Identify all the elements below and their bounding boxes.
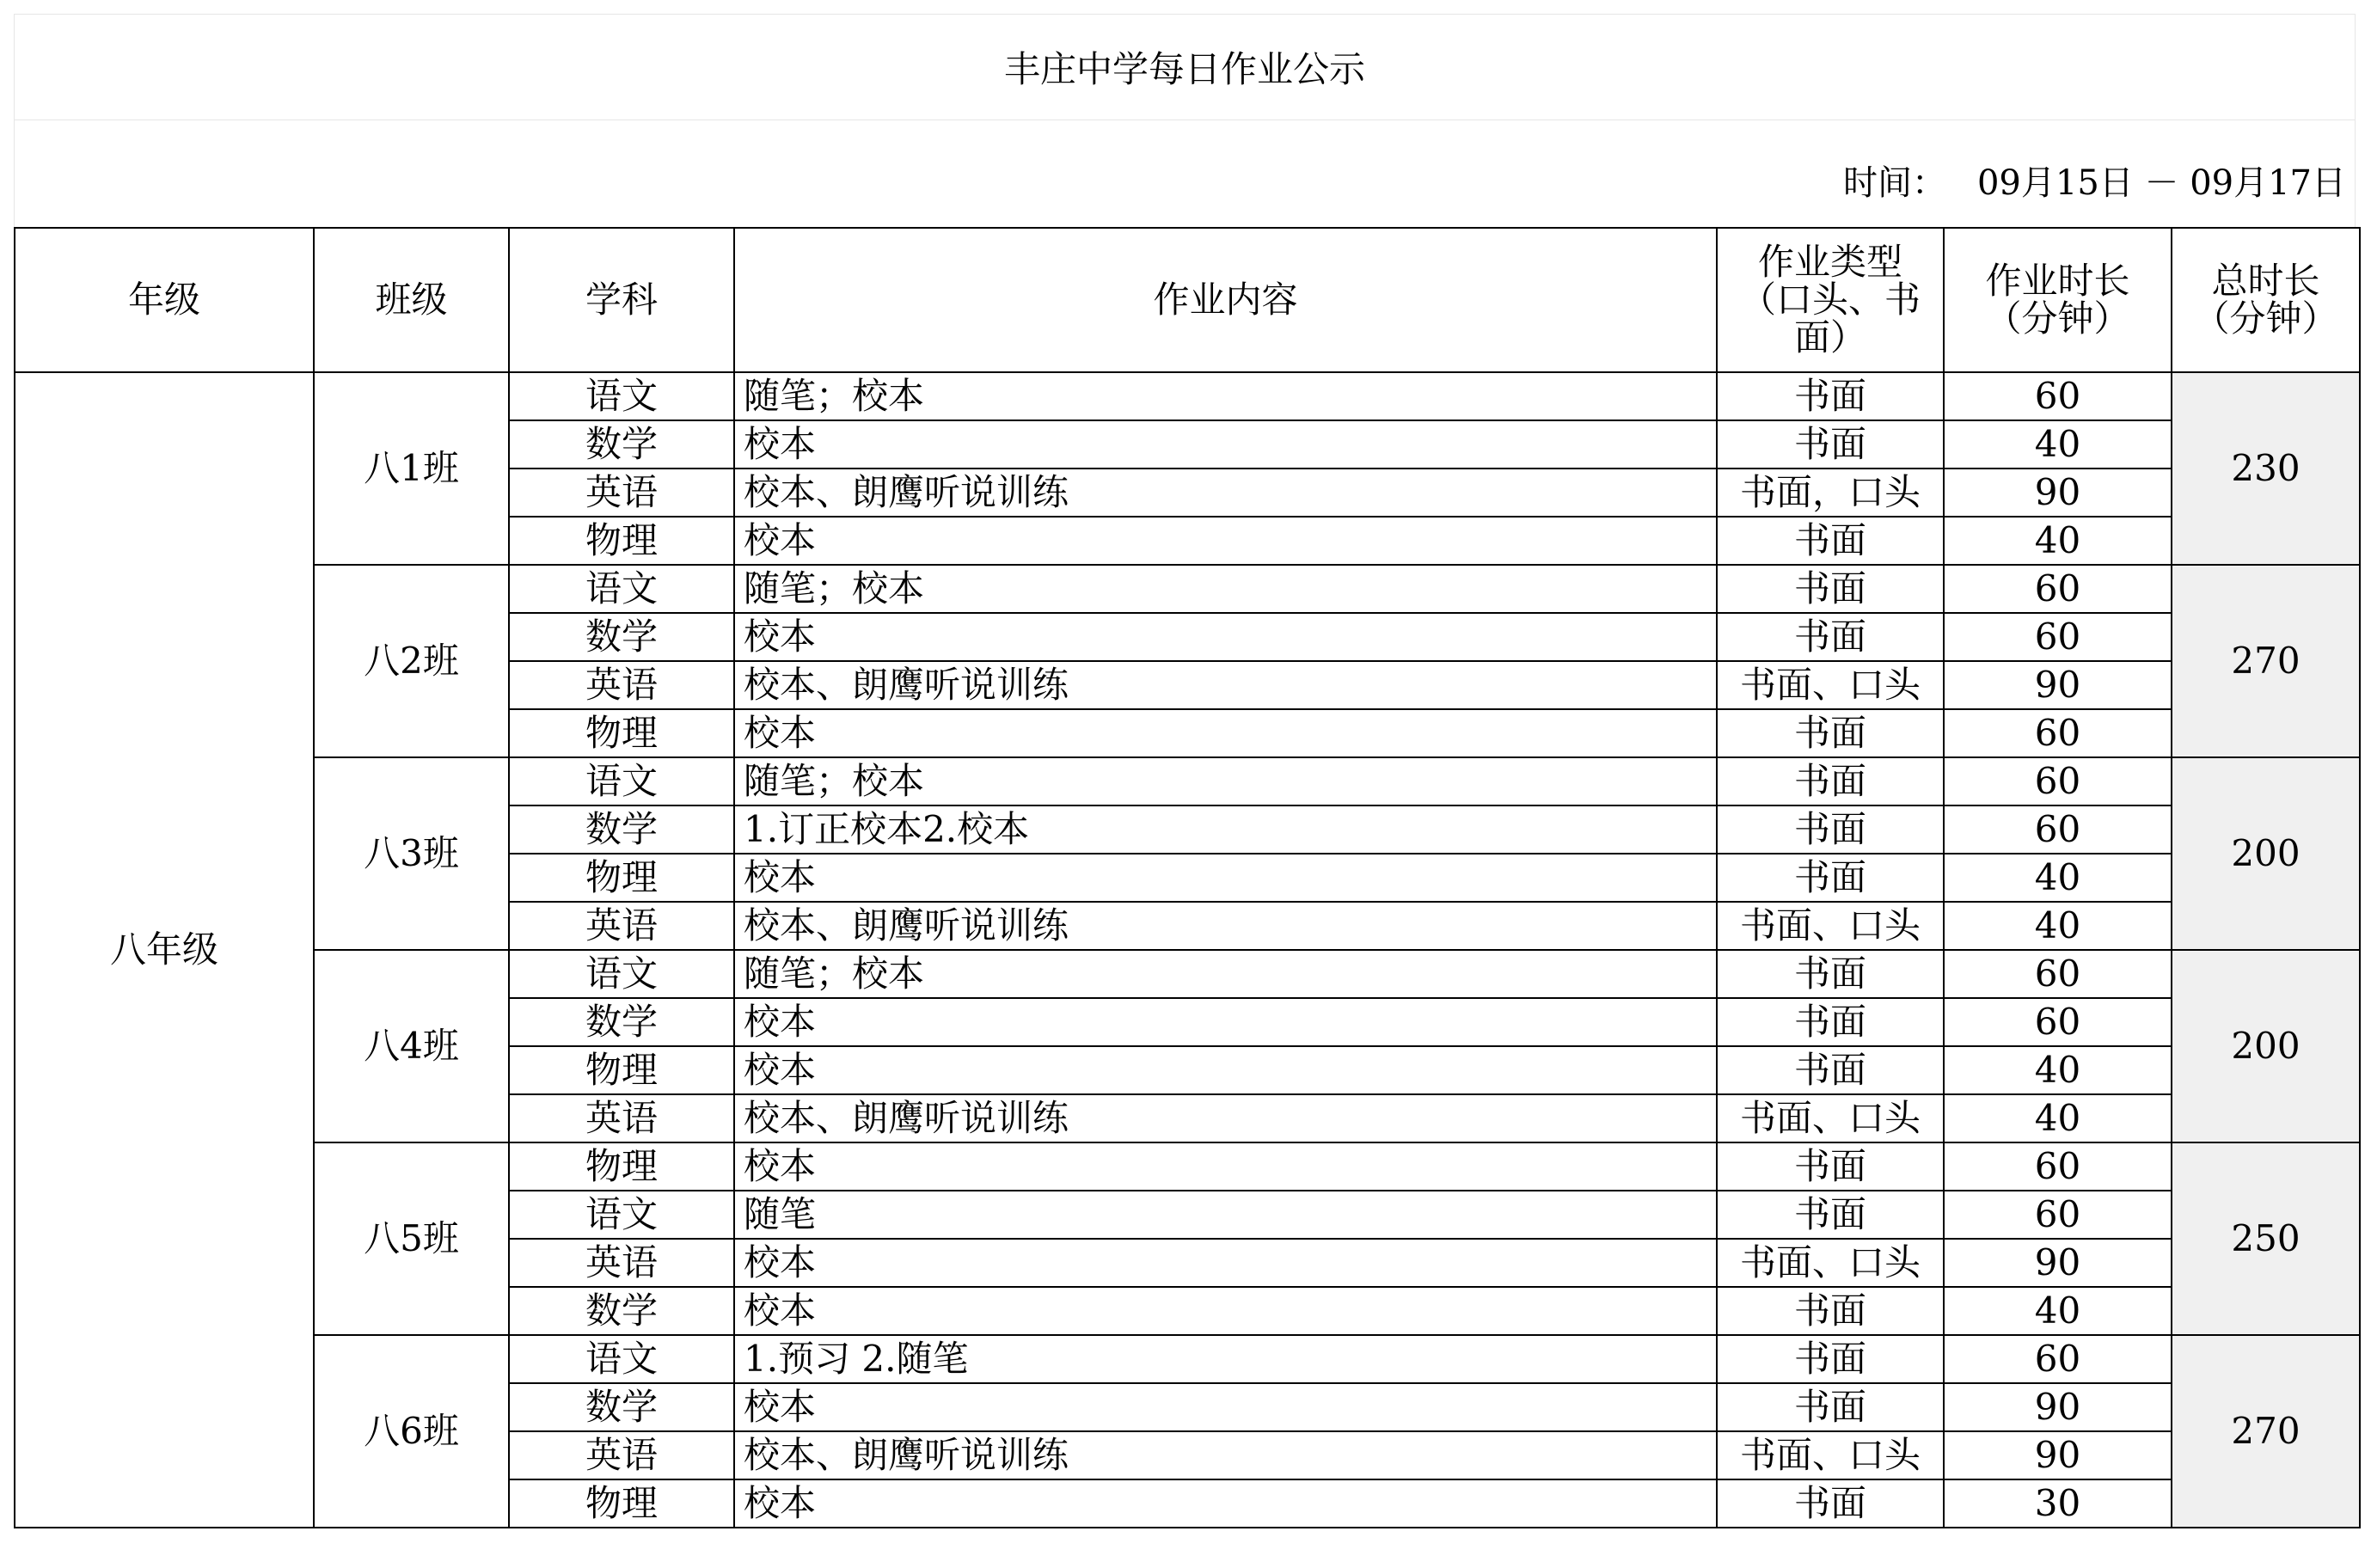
minutes-cell: 60: [1944, 613, 2172, 661]
type-cell: 书面: [1717, 805, 1944, 854]
total-cell: 200: [2172, 757, 2360, 950]
type-cell: 书面: [1717, 757, 1944, 805]
subject-cell: 语文: [509, 565, 734, 613]
content-cell: 1.订正校本2.校本: [734, 805, 1717, 854]
page-title: 丰庄中学每日作业公示: [14, 14, 2356, 120]
type-cell: 书面: [1717, 709, 1944, 757]
minutes-cell: 60: [1944, 709, 2172, 757]
content-cell: 校本: [734, 998, 1717, 1046]
header-duration-line: 作业时长: [1985, 259, 2130, 302]
table-row: [15, 1335, 2360, 1383]
subject-cell: 英语: [509, 902, 734, 950]
subject-cell: 英语: [509, 1094, 734, 1142]
type-cell: 书面: [1717, 1142, 1944, 1191]
subject-cell: 物理: [509, 1142, 734, 1191]
content-cell: 随笔；校本: [734, 372, 1717, 420]
total-cell: 270: [2172, 565, 2360, 757]
grade-cell: 八年级: [15, 372, 314, 1528]
subject-cell: 英语: [509, 1431, 734, 1479]
table-body: [15, 372, 2360, 1528]
content-cell: 随笔；校本: [734, 565, 1717, 613]
type-cell: 书面、口头: [1717, 661, 1944, 709]
total-cell: 230: [2172, 372, 2360, 565]
homework-table: [14, 227, 2361, 1528]
total-cell: 270: [2172, 1335, 2360, 1528]
type-cell: 书面、口头: [1717, 1239, 1944, 1287]
minutes-cell: 40: [1944, 1287, 2172, 1335]
class-cell: 八2班: [314, 565, 509, 757]
class-cell: 八5班: [314, 1142, 509, 1335]
subject-cell: 物理: [509, 1046, 734, 1094]
type-cell: 书面: [1717, 613, 1944, 661]
subject-cell: 英语: [509, 1239, 734, 1287]
header-content: 作业内容: [734, 228, 1717, 372]
header-total-line: 总时长: [2211, 259, 2320, 302]
minutes-cell: 40: [1944, 1094, 2172, 1142]
subject-cell: 英语: [509, 469, 734, 517]
type-cell: 书面: [1717, 1479, 1944, 1528]
type-cell: 书面、口头: [1717, 902, 1944, 950]
minutes-cell: 40: [1944, 420, 2172, 469]
minutes-cell: 40: [1944, 517, 2172, 565]
subject-cell: 物理: [509, 709, 734, 757]
content-cell: 校本、朗鹰听说训练: [734, 469, 1717, 517]
type-cell: 书面: [1717, 1335, 1944, 1383]
content-cell: 校本: [734, 1479, 1717, 1528]
total-cell: 250: [2172, 1142, 2360, 1335]
content-cell: 1.预习 2.随笔: [734, 1335, 1717, 1383]
content-cell: 校本: [734, 854, 1717, 902]
minutes-cell: 60: [1944, 565, 2172, 613]
type-cell: 书面: [1717, 420, 1944, 469]
table-row: [15, 757, 2360, 805]
content-cell: 校本: [734, 709, 1717, 757]
table-row: [15, 950, 2360, 998]
subject-cell: 物理: [509, 854, 734, 902]
date-range-row: [14, 120, 2356, 227]
minutes-cell: 60: [1944, 757, 2172, 805]
content-cell: 校本: [734, 420, 1717, 469]
type-cell: 书面: [1717, 1191, 1944, 1239]
type-cell: 书面: [1717, 1046, 1944, 1094]
table-row: [15, 565, 2360, 613]
minutes-cell: 40: [1944, 854, 2172, 902]
type-cell: 书面、口头: [1717, 1431, 1944, 1479]
class-cell: 八3班: [314, 757, 509, 950]
content-cell: 校本: [734, 1239, 1717, 1287]
subject-cell: 物理: [509, 1479, 734, 1528]
minutes-cell: 40: [1944, 1046, 2172, 1094]
header-total: [2172, 228, 2360, 372]
type-cell: 书面，口头: [1717, 469, 1944, 517]
type-cell: 书面: [1717, 998, 1944, 1046]
class-cell: 八4班: [314, 950, 509, 1142]
minutes-cell: 60: [1944, 372, 2172, 420]
header-total-line: （分钟）: [2193, 297, 2338, 340]
minutes-cell: 90: [1944, 1431, 2172, 1479]
content-cell: 校本、朗鹰听说训练: [734, 661, 1717, 709]
minutes-cell: 60: [1944, 1335, 2172, 1383]
subject-cell: 语文: [509, 757, 734, 805]
type-cell: 书面: [1717, 1383, 1944, 1431]
content-cell: 校本: [734, 1142, 1717, 1191]
content-cell: 校本: [734, 1287, 1717, 1335]
subject-cell: 语文: [509, 372, 734, 420]
header-duration: [1944, 228, 2172, 372]
subject-cell: 数学: [509, 1287, 734, 1335]
header-type-line: （口头、书: [1739, 278, 1921, 321]
minutes-cell: 60: [1944, 998, 2172, 1046]
content-cell: 校本: [734, 1046, 1717, 1094]
subject-cell: 语文: [509, 1191, 734, 1239]
minutes-cell: 60: [1944, 1191, 2172, 1239]
header-grade: 年级: [15, 228, 314, 372]
minutes-cell: 60: [1944, 805, 2172, 854]
content-cell: 校本: [734, 613, 1717, 661]
minutes-cell: 90: [1944, 1383, 2172, 1431]
subject-cell: 数学: [509, 805, 734, 854]
type-cell: 书面: [1717, 565, 1944, 613]
content-cell: 校本、朗鹰听说训练: [734, 902, 1717, 950]
type-cell: 书面: [1717, 372, 1944, 420]
subject-cell: 语文: [509, 950, 734, 998]
content-cell: 随笔: [734, 1191, 1717, 1239]
subject-cell: 物理: [509, 517, 734, 565]
minutes-cell: 60: [1944, 950, 2172, 998]
header-class: 班级: [314, 228, 509, 372]
content-cell: 随笔；校本: [734, 950, 1717, 998]
subject-cell: 数学: [509, 613, 734, 661]
minutes-cell: 90: [1944, 469, 2172, 517]
date-range-label: 时间：: [1842, 163, 1946, 203]
type-cell: 书面: [1717, 1287, 1944, 1335]
minutes-cell: 60: [1944, 1142, 2172, 1191]
header-row: [15, 228, 2360, 372]
content-cell: 校本、朗鹰听说训练: [734, 1094, 1717, 1142]
subject-cell: 数学: [509, 420, 734, 469]
content-cell: 校本: [734, 1383, 1717, 1431]
header-duration-line: （分钟）: [1985, 297, 2130, 340]
subject-cell: 数学: [509, 1383, 734, 1431]
type-cell: 书面: [1717, 517, 1944, 565]
table-row: [15, 1142, 2360, 1191]
type-cell: 书面: [1717, 854, 1944, 902]
minutes-cell: 90: [1944, 1239, 2172, 1287]
total-cell: 200: [2172, 950, 2360, 1142]
content-cell: 校本: [734, 517, 1717, 565]
header-type-line: 作业类型: [1757, 240, 1902, 283]
class-cell: 八6班: [314, 1335, 509, 1528]
subject-cell: 数学: [509, 998, 734, 1046]
subject-cell: 语文: [509, 1335, 734, 1383]
header-type: [1717, 228, 1944, 372]
type-cell: 书面、口头: [1717, 1094, 1944, 1142]
minutes-cell: 90: [1944, 661, 2172, 709]
content-cell: 校本、朗鹰听说训练: [734, 1431, 1717, 1479]
minutes-cell: 40: [1944, 902, 2172, 950]
type-cell: 书面: [1717, 950, 1944, 998]
class-cell: 八1班: [314, 372, 509, 565]
content-cell: 随笔；校本: [734, 757, 1717, 805]
minutes-cell: 30: [1944, 1479, 2172, 1528]
table-row: [15, 372, 2360, 420]
header-subject: 学科: [509, 228, 734, 372]
date-range-value: 09月15日 － 09月17日: [1976, 163, 2346, 203]
header-type-line: 面）: [1793, 316, 1866, 359]
subject-cell: 英语: [509, 661, 734, 709]
